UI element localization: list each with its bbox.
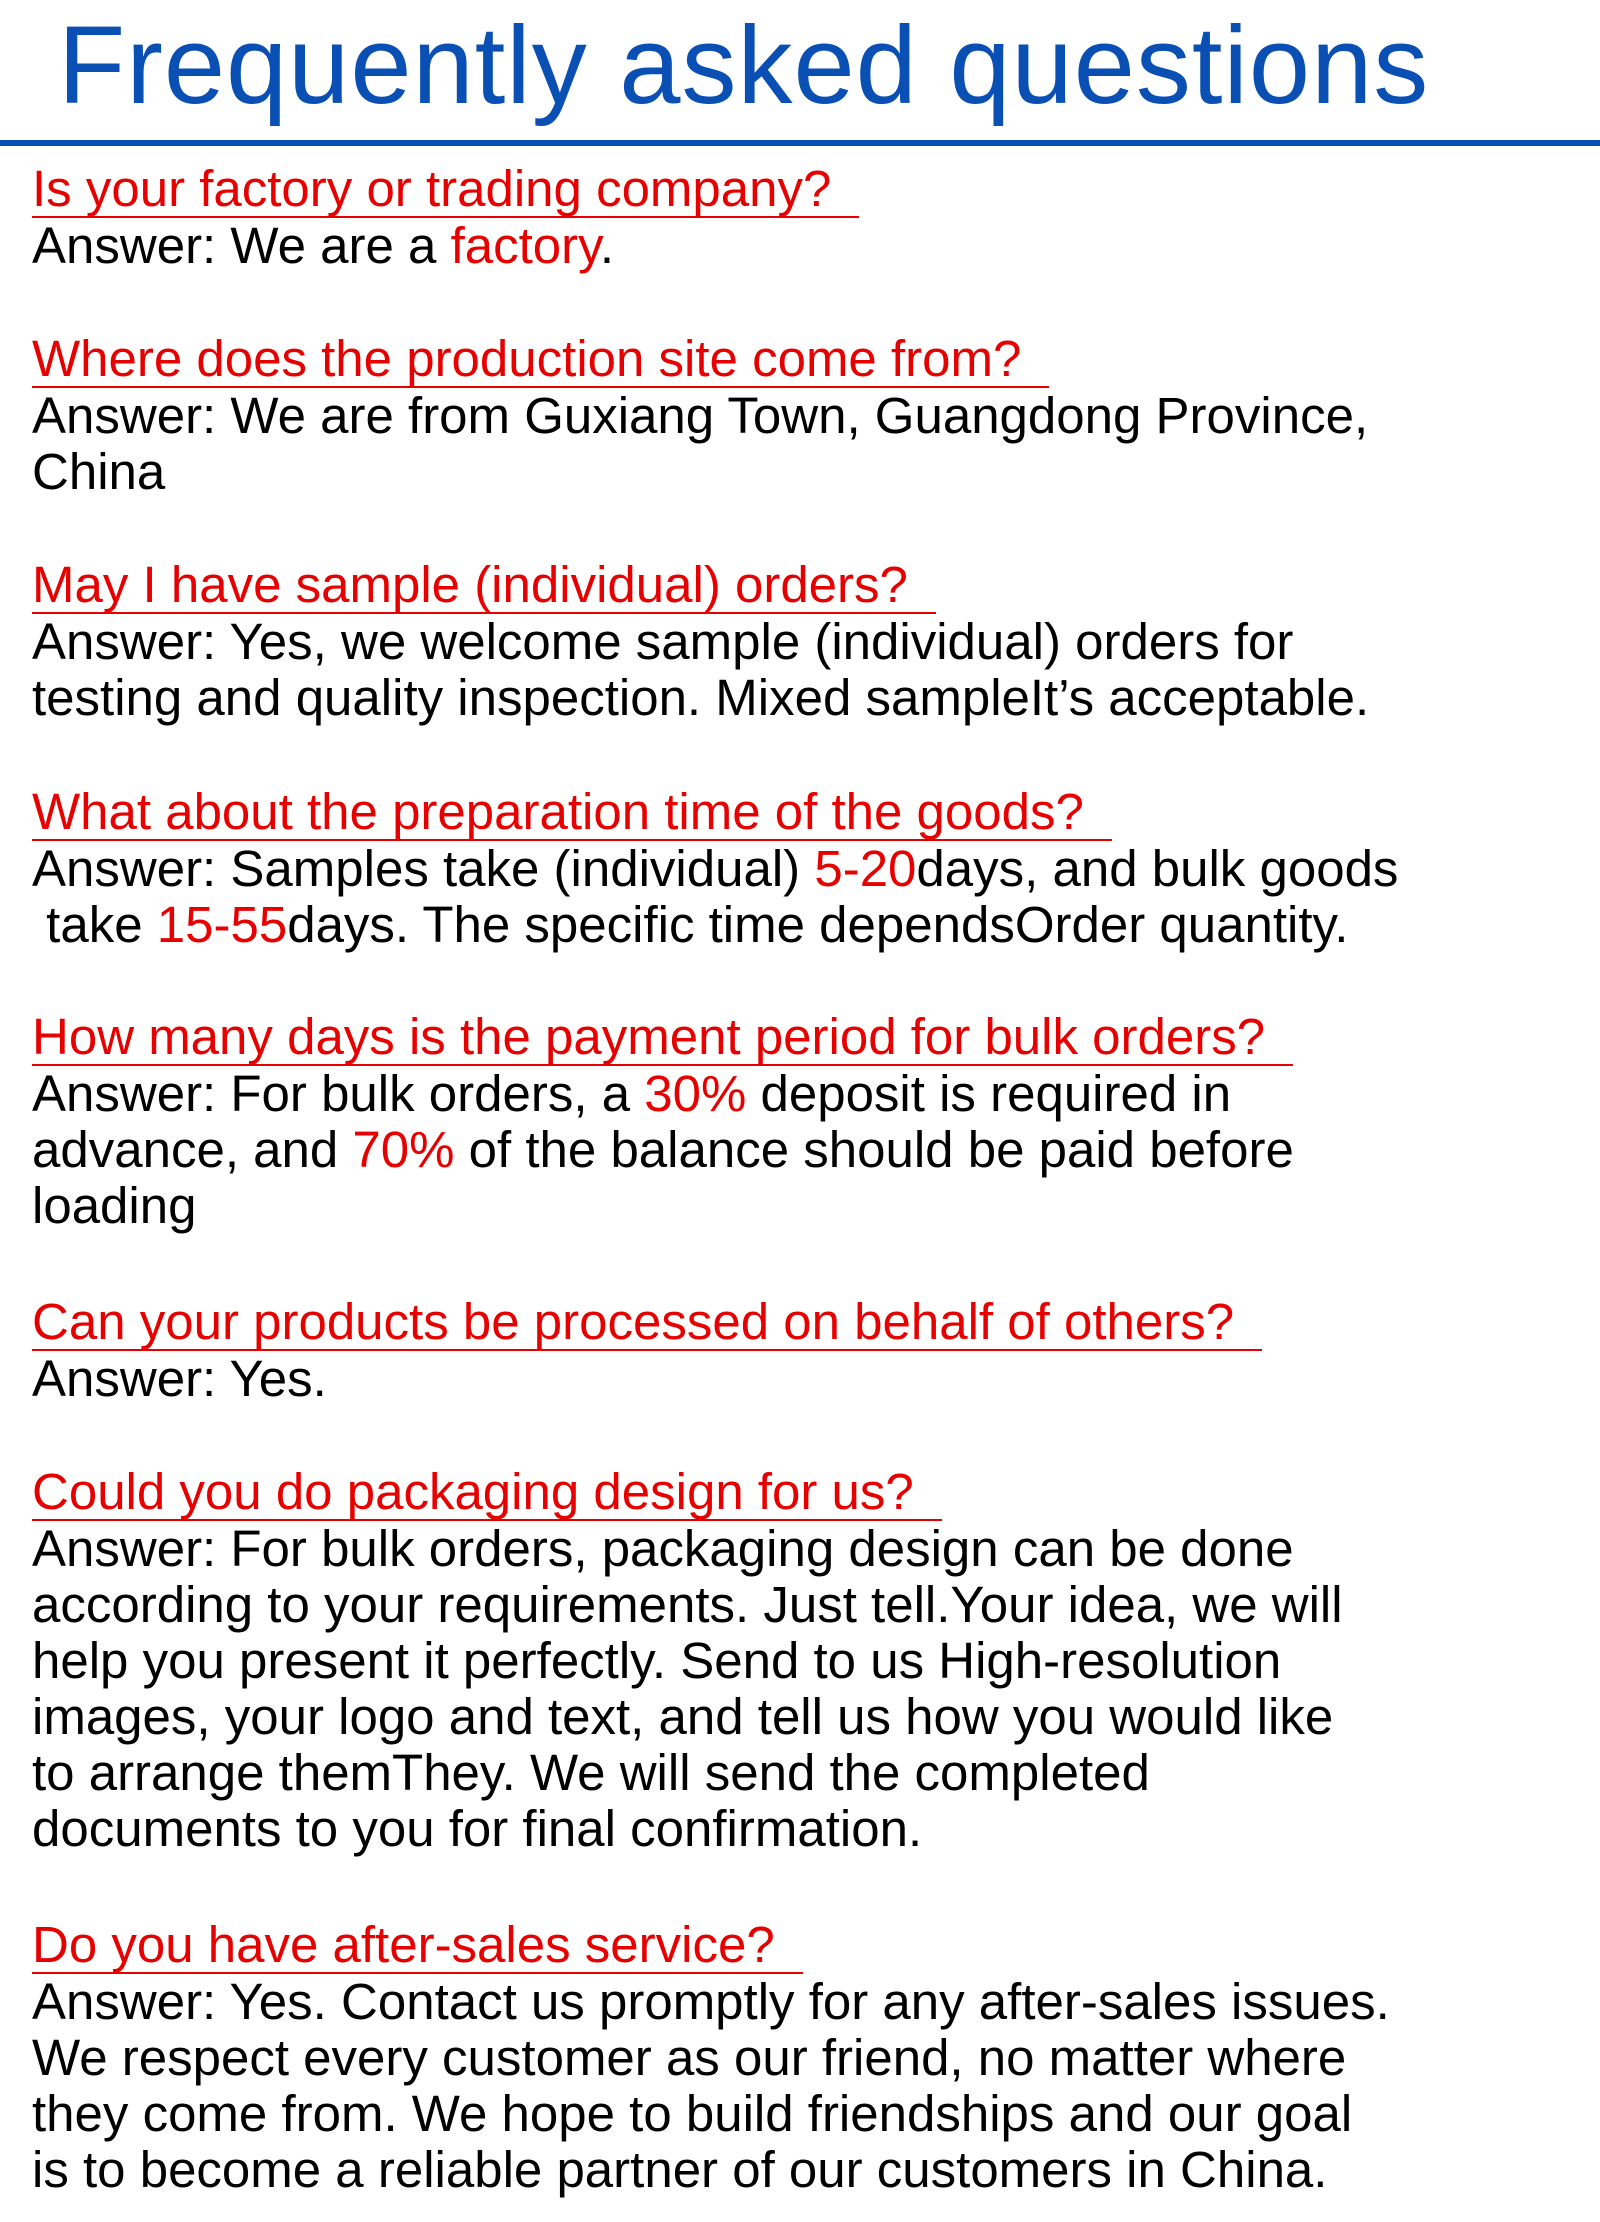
answer-line	[32, 1066, 1572, 1122]
faq-item-after-sales	[32, 1918, 1572, 2198]
answer-highlight: 5-20	[814, 840, 917, 897]
answer-line: Answer: Yes, we welcome sample (individual) orders for	[32, 613, 1294, 670]
answer-text: take	[32, 896, 157, 953]
answer-text: Answer: For bulk orders, a	[32, 1065, 645, 1122]
answer-text: Answer: We are a	[32, 217, 451, 274]
faq-item-packaging-design	[32, 1465, 1572, 1857]
faq-question: How many days is the payment period for bulk orders?	[32, 1010, 1293, 1066]
answer-line: Answer: We are from Guxiang Town, Guangdong Province,	[32, 387, 1369, 444]
answer-line	[32, 218, 1572, 274]
answer-text: .	[599, 217, 614, 274]
faq-question: May I have sample (individual) orders?	[32, 558, 936, 614]
faq-question: Do you have after-sales service?	[32, 1918, 803, 1974]
answer-line: Answer: Yes.	[32, 1350, 327, 1407]
faq-answer	[32, 1974, 1572, 2198]
faq-item-factory	[32, 162, 1572, 274]
faq-question: Can your products be processed on behalf of others?	[32, 1295, 1262, 1351]
answer-line: documents to you for final confirmation.	[32, 1800, 923, 1857]
faq-answer	[32, 841, 1572, 953]
answer-line	[32, 897, 1572, 953]
faq-answer	[32, 1351, 1572, 1407]
faq-item-production-site	[32, 332, 1572, 500]
answer-highlight: factory	[450, 217, 600, 274]
faq-question: What about the preparation time of the goods?	[32, 785, 1112, 841]
faq-item-sample-orders	[32, 558, 1572, 726]
answer-text: deposit is required in	[746, 1065, 1232, 1122]
page-header	[0, 0, 1600, 146]
answer-line: to arrange themThey. We will send the completed	[32, 1744, 1150, 1801]
answer-highlight: 15-55	[156, 896, 288, 953]
answer-text: of the balance should be paid before	[454, 1121, 1294, 1178]
faq-answer	[32, 218, 1572, 274]
faq-question: Where does the production site come from?	[32, 332, 1049, 388]
faq-answer	[32, 1066, 1572, 1234]
faq-item-preparation-time	[32, 785, 1572, 953]
answer-line: help you present it perfectly. Send to us High-resolution	[32, 1632, 1282, 1689]
answer-line: according to your requirements. Just tell.Your idea, we will	[32, 1576, 1343, 1633]
answer-line: loading	[32, 1177, 197, 1234]
page-title: Frequently asked questions	[58, 4, 1430, 127]
answer-line: they come from. We hope to build friendships and our goal	[32, 2085, 1353, 2142]
faq-answer	[32, 614, 1572, 726]
answer-text: days. The specific time dependsOrder quantity.	[287, 896, 1349, 953]
faq-item-oem-processing	[32, 1295, 1572, 1407]
faq-answer	[32, 388, 1572, 500]
answer-line: testing and quality inspection. Mixed sampleIt’s acceptable.	[32, 669, 1370, 726]
answer-highlight: 30%	[644, 1065, 747, 1122]
faq-question: Could you do packaging design for us?	[32, 1465, 942, 1521]
answer-text: days, and bulk goods	[916, 840, 1399, 897]
answer-line: China	[32, 443, 166, 500]
answer-text: Answer: Samples take (individual)	[32, 840, 815, 897]
answer-line: images, your logo and text, and tell us how you would like	[32, 1688, 1334, 1745]
header-divider	[0, 140, 1600, 146]
faq-question: Is your factory or trading company?	[32, 162, 859, 218]
answer-line: Answer: For bulk orders, packaging design can be done	[32, 1520, 1294, 1577]
answer-line: is to become a reliable partner of our customers in China.	[32, 2141, 1328, 2198]
answer-line: We respect every customer as our friend, no matter where	[32, 2029, 1347, 2086]
answer-line	[32, 1122, 1572, 1178]
answer-line: Answer: Yes. Contact us promptly for any after-sales issues.	[32, 1973, 1390, 2030]
faq-answer	[32, 1521, 1572, 1857]
answer-text: advance, and	[32, 1121, 353, 1178]
answer-highlight: 70%	[352, 1121, 455, 1178]
answer-line	[32, 841, 1572, 897]
faq-item-payment-period	[32, 1010, 1572, 1234]
